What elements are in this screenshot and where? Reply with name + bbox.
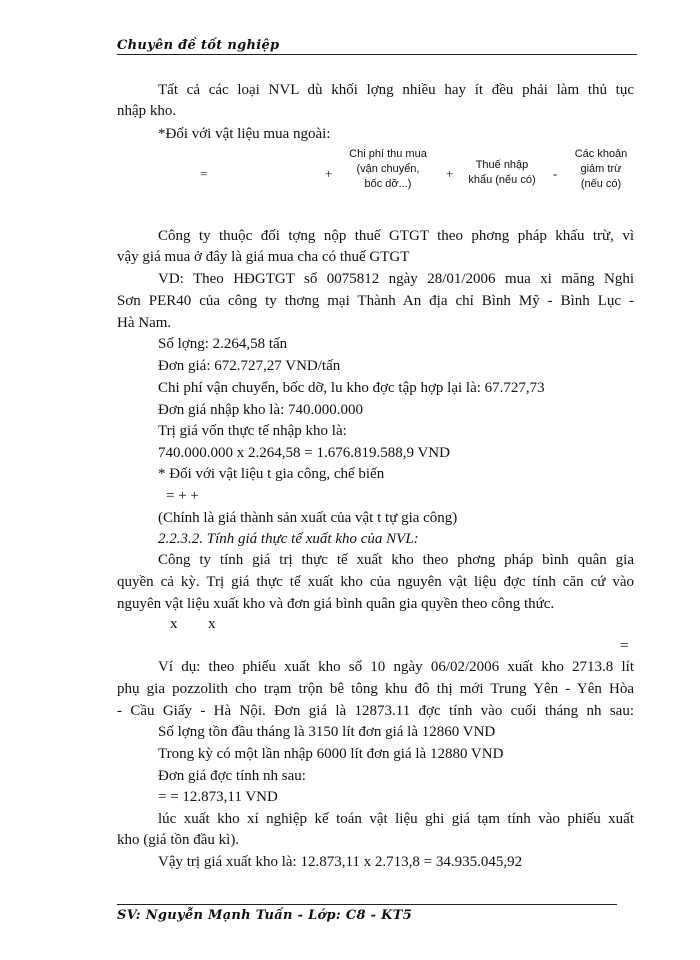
page-header: Chuyên đề tốt nghiệp xyxy=(117,38,280,53)
paragraph-line: Sơn PER40 của công ty thơng mại Thành An địa chỉ Bình Mỹ - Bình Lục - xyxy=(117,293,634,309)
formula-equals: = xyxy=(620,638,629,654)
formula-plus: + xyxy=(446,166,454,181)
formula-times: x xyxy=(170,616,178,632)
formula-equals: = xyxy=(200,166,208,181)
header-rule xyxy=(117,54,637,55)
import-price-line: Đơn giá nhập kho là: 740.000.000 xyxy=(158,402,363,418)
paragraph-line: Tất cả các loại NVL dù khối lợng nhiều hay ít đều phải làm thủ tục xyxy=(158,82,634,98)
calculation-line: 740.000.000 x 2.264,58 = 1.676.819.588,9 VND xyxy=(158,445,450,461)
final-value-line: Vậy trị giá xuất kho là: 12.873,11 x 2.713,8 = 34.935.045,92 xyxy=(158,854,523,870)
actual-value-line: Trị giá vốn thực tế nhập kho là: xyxy=(158,423,347,439)
formula-minus: - xyxy=(553,166,558,181)
note-line: (Chính là giá thành sản xuất của vật t tự gia công) xyxy=(158,510,458,526)
paragraph-line: nguyên vật liệu xuất kho và đơn giá bình quân gia quyền theo công thức. xyxy=(117,596,555,612)
paragraph-line: phụ gia pozzolith cho trạm trộn bê tông khu đô thị mới Trung Yên - Yên Hòa xyxy=(117,681,634,697)
price-line: Đơn giá: 672.727,27 VND/tấn xyxy=(158,358,341,374)
paragraph-line: Hà Nam. xyxy=(117,315,172,331)
transport-cost-line: Chi phí vận chuyển, bốc dỡ, lu kho đợc tập hợp lại là: 67.727,73 xyxy=(158,380,545,396)
paragraph-line: - Cầu Giấy - Hà Nội. Đơn giá là 12873.11 đợc tính vào cuối tháng nh sau: xyxy=(117,703,634,719)
paragraph-line: Công ty tính giá trị thực tế xuất kho theo phơng pháp bình quân gia xyxy=(158,552,634,568)
paragraph-line: vậy giá mua ở đây là giá mua cha có thuế GTGT xyxy=(117,249,410,265)
period-import-line: Trong kỳ có một lần nhập 6000 lít đơn giá là 12880 VND xyxy=(158,746,504,762)
opening-balance-line: Số lợng tồn đầu tháng là 3150 lít đơn giá là 12860 VND xyxy=(158,724,496,740)
paragraph-line: Công ty thuộc đối tợng nộp thuế GTGT theo phơng pháp khấu trừ, vì xyxy=(158,228,634,244)
page-footer: SV: Nguyễn Mạnh Tuấn - Lớp: C8 - KT5 xyxy=(117,908,413,923)
unit-price-result: = = 12.873,11 VND xyxy=(158,789,278,805)
paragraph-line: nhập kho. xyxy=(117,103,177,119)
paragraph-line: quyền cả kỳ. Trị giá thực tế xuất kho của nguyên vật liệu đợc tính căn cứ vào xyxy=(117,574,634,590)
processing-line: * Đối với vật liệu t gia công, chế biến xyxy=(158,466,385,482)
section-heading: 2.2.3.2. Tính giá thực tế xuất kho của NVL: xyxy=(158,531,419,547)
paragraph-line: VD: Theo HĐGTGT số 0075812 ngày 28/01/2006 mua xi măng Nghi xyxy=(158,271,634,287)
formula-term-purchase-cost: Chi phí thu mua (vận chuyển, bốc dỡ...) xyxy=(349,148,427,190)
footer-rule xyxy=(117,904,617,905)
unit-price-label: Đơn giá đợc tính nh sau: xyxy=(158,768,306,784)
formula-term-deductions: Các khoản giảm trừ (nếu có) xyxy=(574,148,628,190)
paragraph-line: *Đối với vật liệu mua ngoài: xyxy=(158,126,331,142)
paragraph-line: Ví dụ: theo phiếu xuất kho số 10 ngày 06/02/2006 xuất kho 2713.8 lít xyxy=(158,659,634,675)
paragraph-line: lúc xuất kho xí nghiệp kế toán vật liệu ghi giá tạm tính vào phiếu xuất xyxy=(158,811,634,827)
paragraph-line: kho (giá tồn đầu kì). xyxy=(117,832,240,848)
formula-times: x xyxy=(208,616,216,632)
quantity-line: Số lợng: 2.264,58 tấn xyxy=(158,336,288,352)
formula-plus: + xyxy=(325,166,333,181)
formula-processing: = + + xyxy=(166,488,199,504)
formula-term-import-tax: Thuế nhập khẩu (nếu có) xyxy=(468,159,536,186)
